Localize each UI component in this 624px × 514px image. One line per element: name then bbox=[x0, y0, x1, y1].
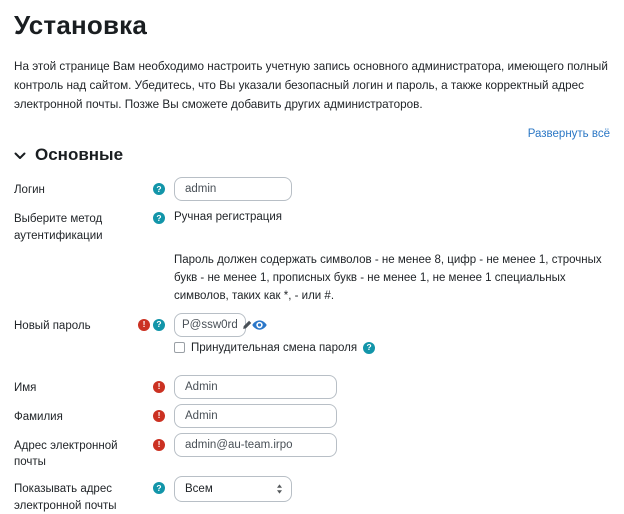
auth-method-value: Ручная регистрация bbox=[174, 210, 283, 223]
lastname-input[interactable] bbox=[174, 404, 337, 428]
required-icon: ! bbox=[138, 319, 150, 331]
new-password-label: Новый пароль bbox=[14, 319, 91, 332]
email-display-select[interactable] bbox=[174, 476, 292, 502]
help-icon[interactable]: ? bbox=[153, 183, 165, 195]
email-row bbox=[14, 433, 610, 471]
auth-method-row bbox=[14, 206, 610, 244]
help-icon[interactable]: ? bbox=[153, 212, 165, 224]
pencil-icon bbox=[242, 320, 252, 330]
force-password-change-checkbox[interactable] bbox=[174, 342, 185, 353]
eye-icon[interactable] bbox=[252, 319, 267, 331]
email-label: Адрес электронной почты bbox=[14, 439, 118, 469]
password-hint-text: Пароль должен содержать символов - не менее 8, цифр - не менее 1, строчных букв - не менее 1, прописных букв - не менее 1, не менее 1 специальных символов, таких как *, - или #. bbox=[174, 254, 602, 302]
lastname-label: Фамилия bbox=[14, 410, 63, 423]
chevron-down-icon bbox=[14, 152, 26, 160]
login-label: Логин bbox=[14, 183, 45, 196]
new-password-value: P@ssw0rd bbox=[182, 318, 238, 331]
login-input[interactable] bbox=[174, 177, 292, 201]
help-icon[interactable]: ? bbox=[363, 342, 375, 354]
email-display-label: Показывать адрес электронной почты bbox=[14, 482, 117, 512]
required-icon: ! bbox=[153, 439, 165, 451]
firstname-label: Имя bbox=[14, 381, 37, 394]
lastname-row bbox=[14, 404, 610, 428]
email-display-row bbox=[14, 476, 610, 514]
install-admin-page bbox=[0, 10, 624, 514]
new-password-input[interactable] bbox=[174, 313, 246, 337]
email-input[interactable] bbox=[174, 433, 337, 457]
force-change-row bbox=[14, 342, 610, 366]
firstname-row bbox=[14, 375, 610, 399]
password-hint-row bbox=[14, 252, 610, 305]
help-icon[interactable]: ? bbox=[153, 319, 165, 331]
new-password-row bbox=[14, 313, 610, 337]
force-password-change-label: Принудительная смена пароля bbox=[191, 341, 358, 354]
section-header-general[interactable] bbox=[14, 145, 610, 165]
intro-text: На этой странице Вам необходимо настроить учетную запись основного администратора, имеющего полный контроль над сайтом. Убедитесь, что Вы указали безопасный логин и пароль, а также корректный адрес электронной почты. Позже Вы сможете добавить других администраторов. bbox=[14, 60, 608, 111]
select-arrows-icon bbox=[276, 484, 283, 494]
admin-account-form bbox=[14, 177, 610, 514]
page-title: Установка bbox=[14, 10, 148, 40]
firstname-input[interactable] bbox=[174, 375, 337, 399]
expand-all-row bbox=[14, 128, 610, 140]
expand-all-link[interactable]: Развернуть всё bbox=[527, 127, 610, 140]
login-row bbox=[14, 177, 610, 201]
section-title: Основные bbox=[35, 144, 124, 164]
required-icon: ! bbox=[153, 410, 165, 422]
auth-method-label: Выберите метод аутентификации bbox=[14, 212, 103, 242]
email-display-selected: Всем bbox=[185, 482, 213, 495]
help-icon[interactable]: ? bbox=[153, 482, 165, 494]
required-icon: ! bbox=[153, 381, 165, 393]
